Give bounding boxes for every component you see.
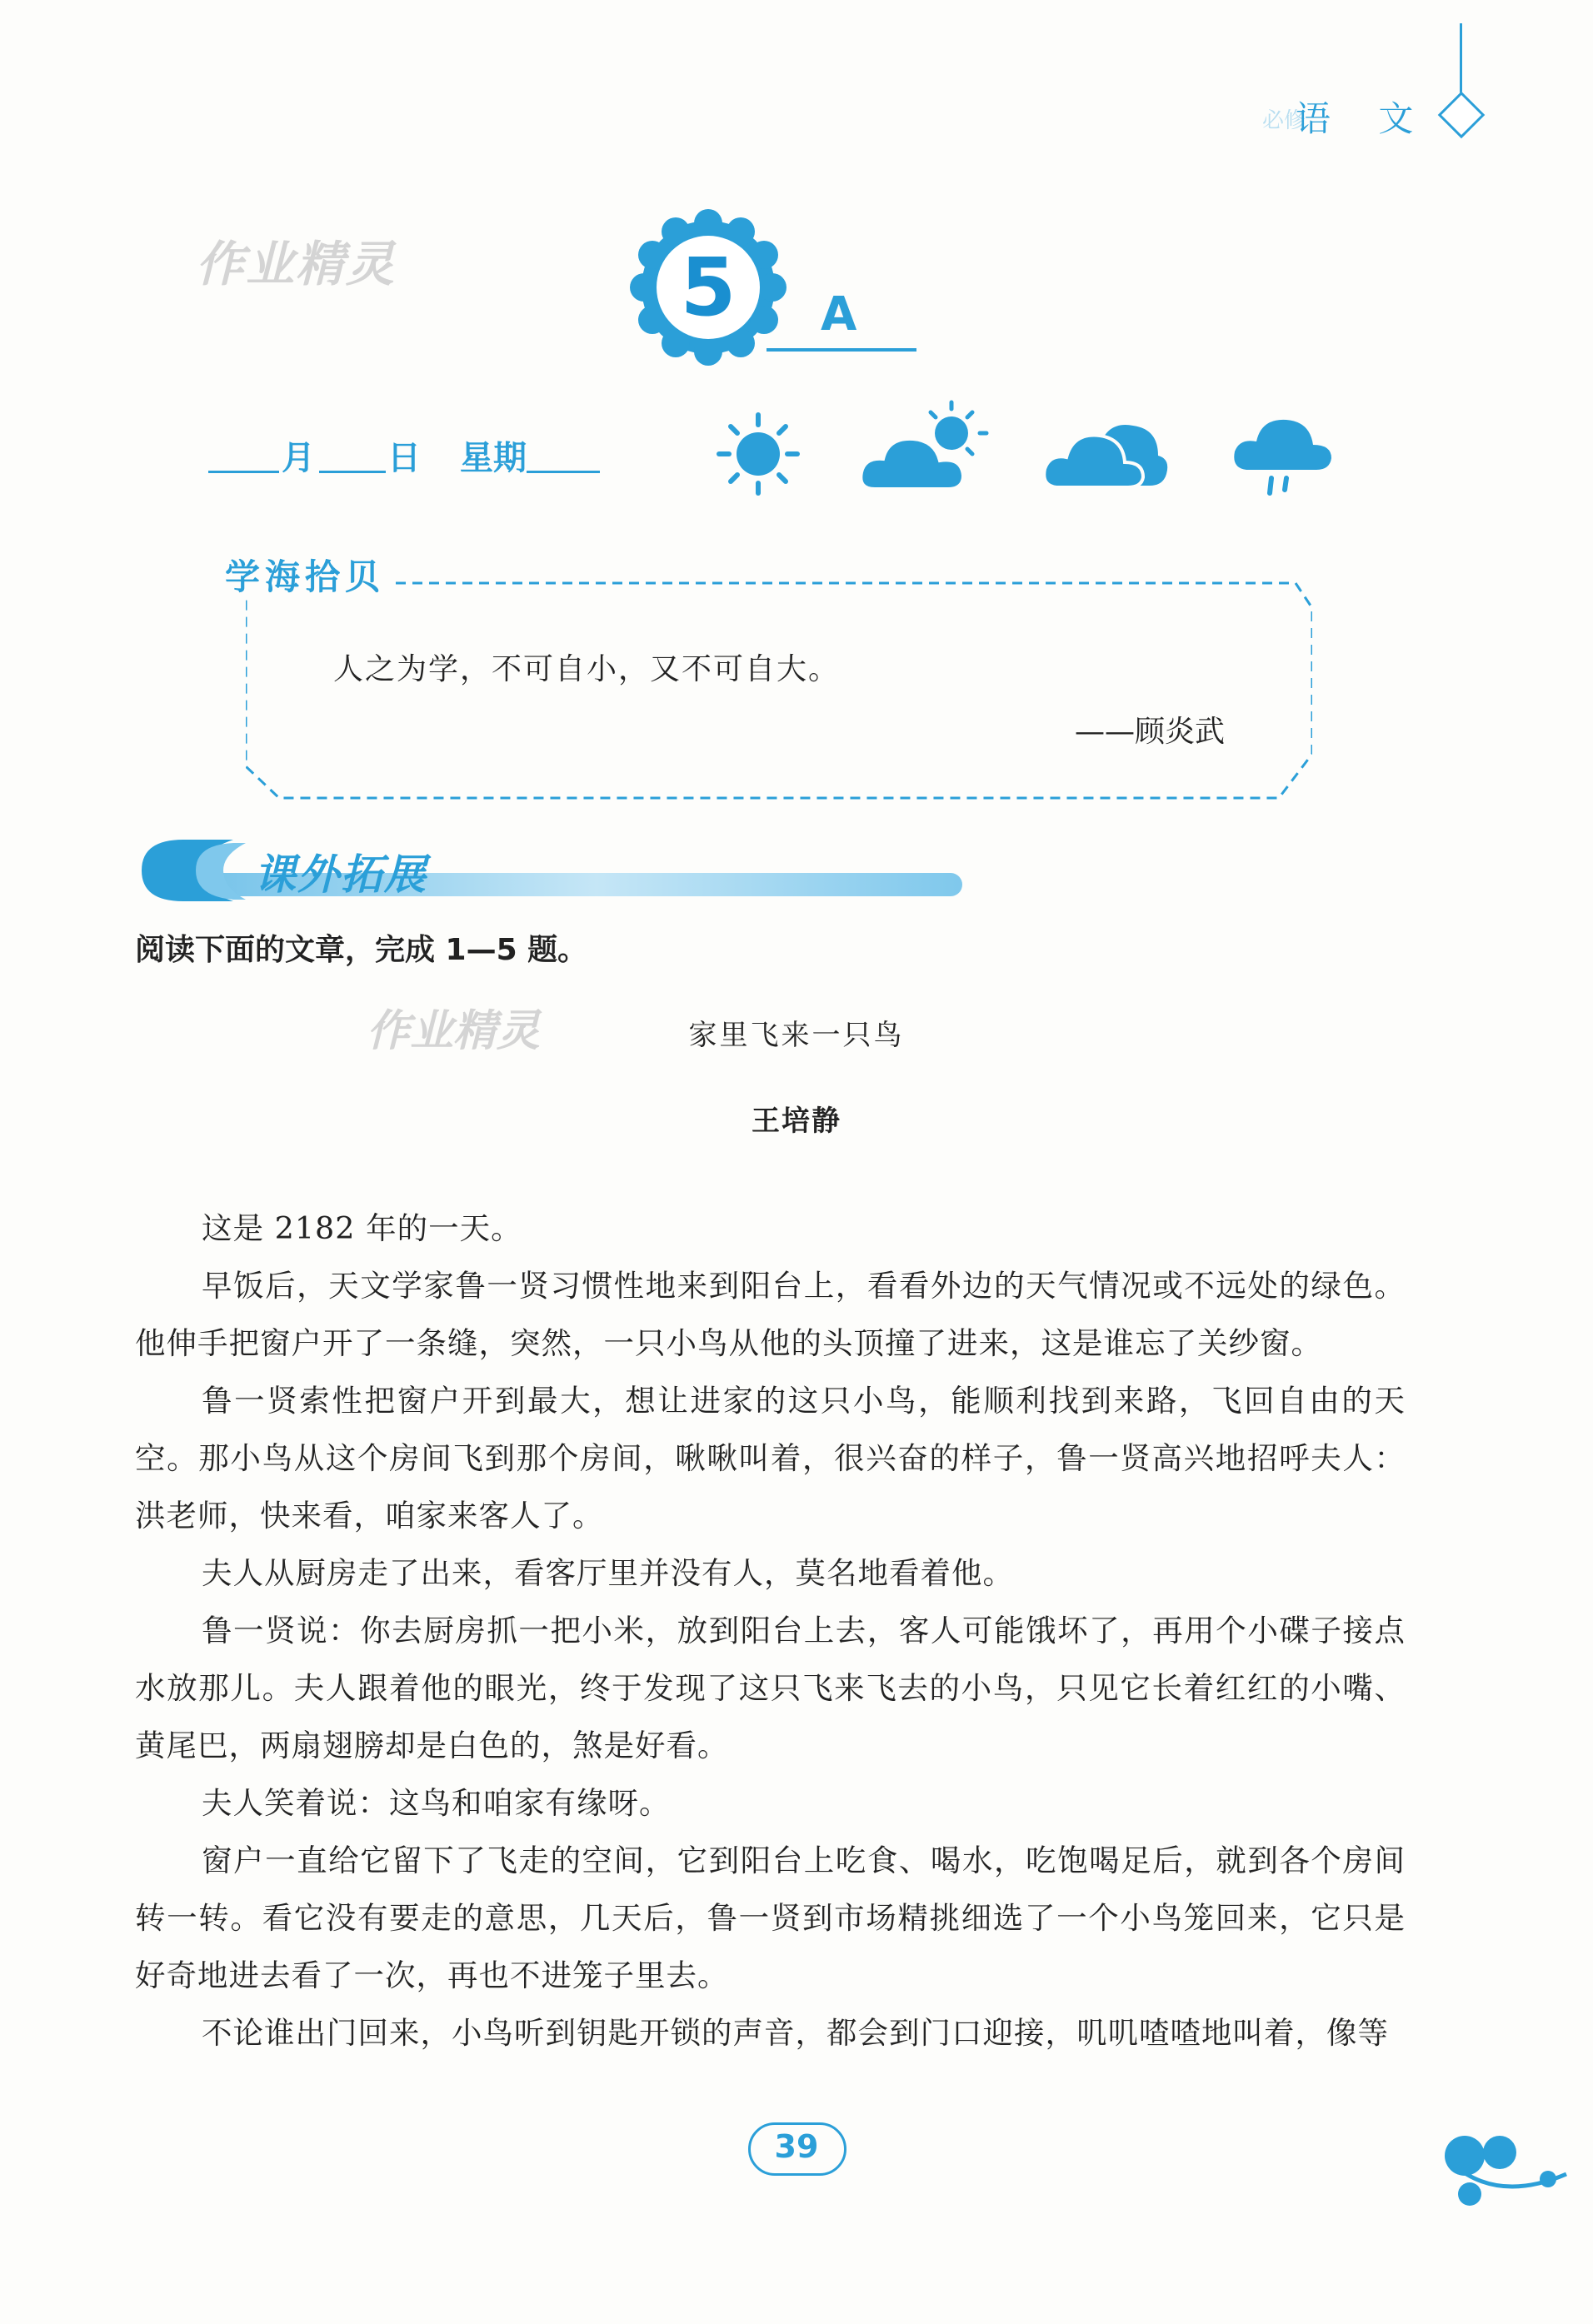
- article-paragraph: 不论谁出门回来，小鸟听到钥匙开锁的声音，都会到门口迎接，叽叽喳喳地叫着，像等: [202, 2015, 1389, 2051]
- article-paragraph: 这是 2182 年的一天。: [202, 1210, 522, 1246]
- weekday-blank: [527, 471, 600, 473]
- lesson-part: A: [821, 287, 857, 342]
- instructions: 阅读下面的文章，完成 1—5 题。: [135, 933, 588, 967]
- subject-faint-label: 必修: [1262, 108, 1306, 133]
- month-label: 月: [282, 439, 315, 477]
- month-blank: [208, 471, 279, 473]
- article-title: 家里飞来一只鸟: [688, 1019, 905, 1052]
- subject-label: 语 文: [1296, 98, 1432, 139]
- article-paragraph: 鲁一贤说：你去厨房抓一把小米，放到阳台上去，客人可能饿坏了，再用个小碟子接点水放那儿。夫人跟着他的眼光，终于发现了这只飞来飞去的小鸟，只见它长着红红的小嘴、黄尾巴，两扇翅膀却是白色的，煞是好看。: [135, 1613, 1406, 1763]
- quote-text: 人之为学，不可自小，又不可自大。: [333, 652, 841, 686]
- watermark: 作业精灵: [196, 236, 397, 292]
- article-paragraph: 早饭后，天文学家鲁一贤习惯性地来到阳台上，看看外边的天气情况或不远处的绿色。他伸手把窗户开了一条缝，突然，一只小鸟从他的头顶撞了进来，这是谁忘了关纱窗。: [135, 1268, 1406, 1361]
- day-label: 日: [387, 439, 421, 477]
- page-number: 39: [774, 2128, 819, 2165]
- cloudy-icon: [1041, 404, 1171, 496]
- partly-cloudy-icon: [858, 396, 991, 500]
- article-paragraph: 夫人笑着说：这鸟和咱家有缘呀。: [202, 1785, 671, 1821]
- section-title: 课外拓展: [254, 850, 427, 899]
- article-author: 王培静: [752, 1105, 841, 1138]
- quote-author: ——顾炎武: [1075, 715, 1226, 749]
- sunny-icon: [712, 408, 804, 500]
- diamond-icon: [1438, 92, 1486, 139]
- day-blank: [319, 471, 386, 473]
- article-paragraph: 窗户一直给它留下了飞走的空间，它到阳台上吃食、喝水，吃饱喝足后，就到各个房间转一转。看它没有要走的意思，几天后，鲁一贤到市场精挑细选了一个小鸟笼回来，它只是好奇地进去看了一次，再也不进笼子里去。: [135, 1843, 1406, 1993]
- quote-box-frame: [246, 575, 1312, 804]
- weekday-label: 星期: [460, 439, 527, 477]
- lesson-underline: [767, 348, 916, 352]
- quote-section-title: 学海拾贝: [225, 550, 390, 600]
- watermark: 作业精灵: [367, 1006, 541, 1056]
- dots-decoration-icon: [1441, 2124, 1575, 2207]
- lesson-number: 5: [680, 241, 737, 334]
- article-paragraph: 夫人从厨房走了出来，看客厅里并没有人，莫名地看着他。: [202, 1555, 1014, 1591]
- article-paragraph: 鲁一贤索性把窗户开到最大，想让进家的这只小鸟，能顺利找到来路，飞回自由的天空。那小鸟从这个房间飞到那个房间，啾啾叫着，很兴奋的样子，鲁一贤高兴地招呼夫人：洪老师，快来看，咱家来客人了。: [135, 1383, 1406, 1534]
- rainy-icon: [1231, 408, 1336, 500]
